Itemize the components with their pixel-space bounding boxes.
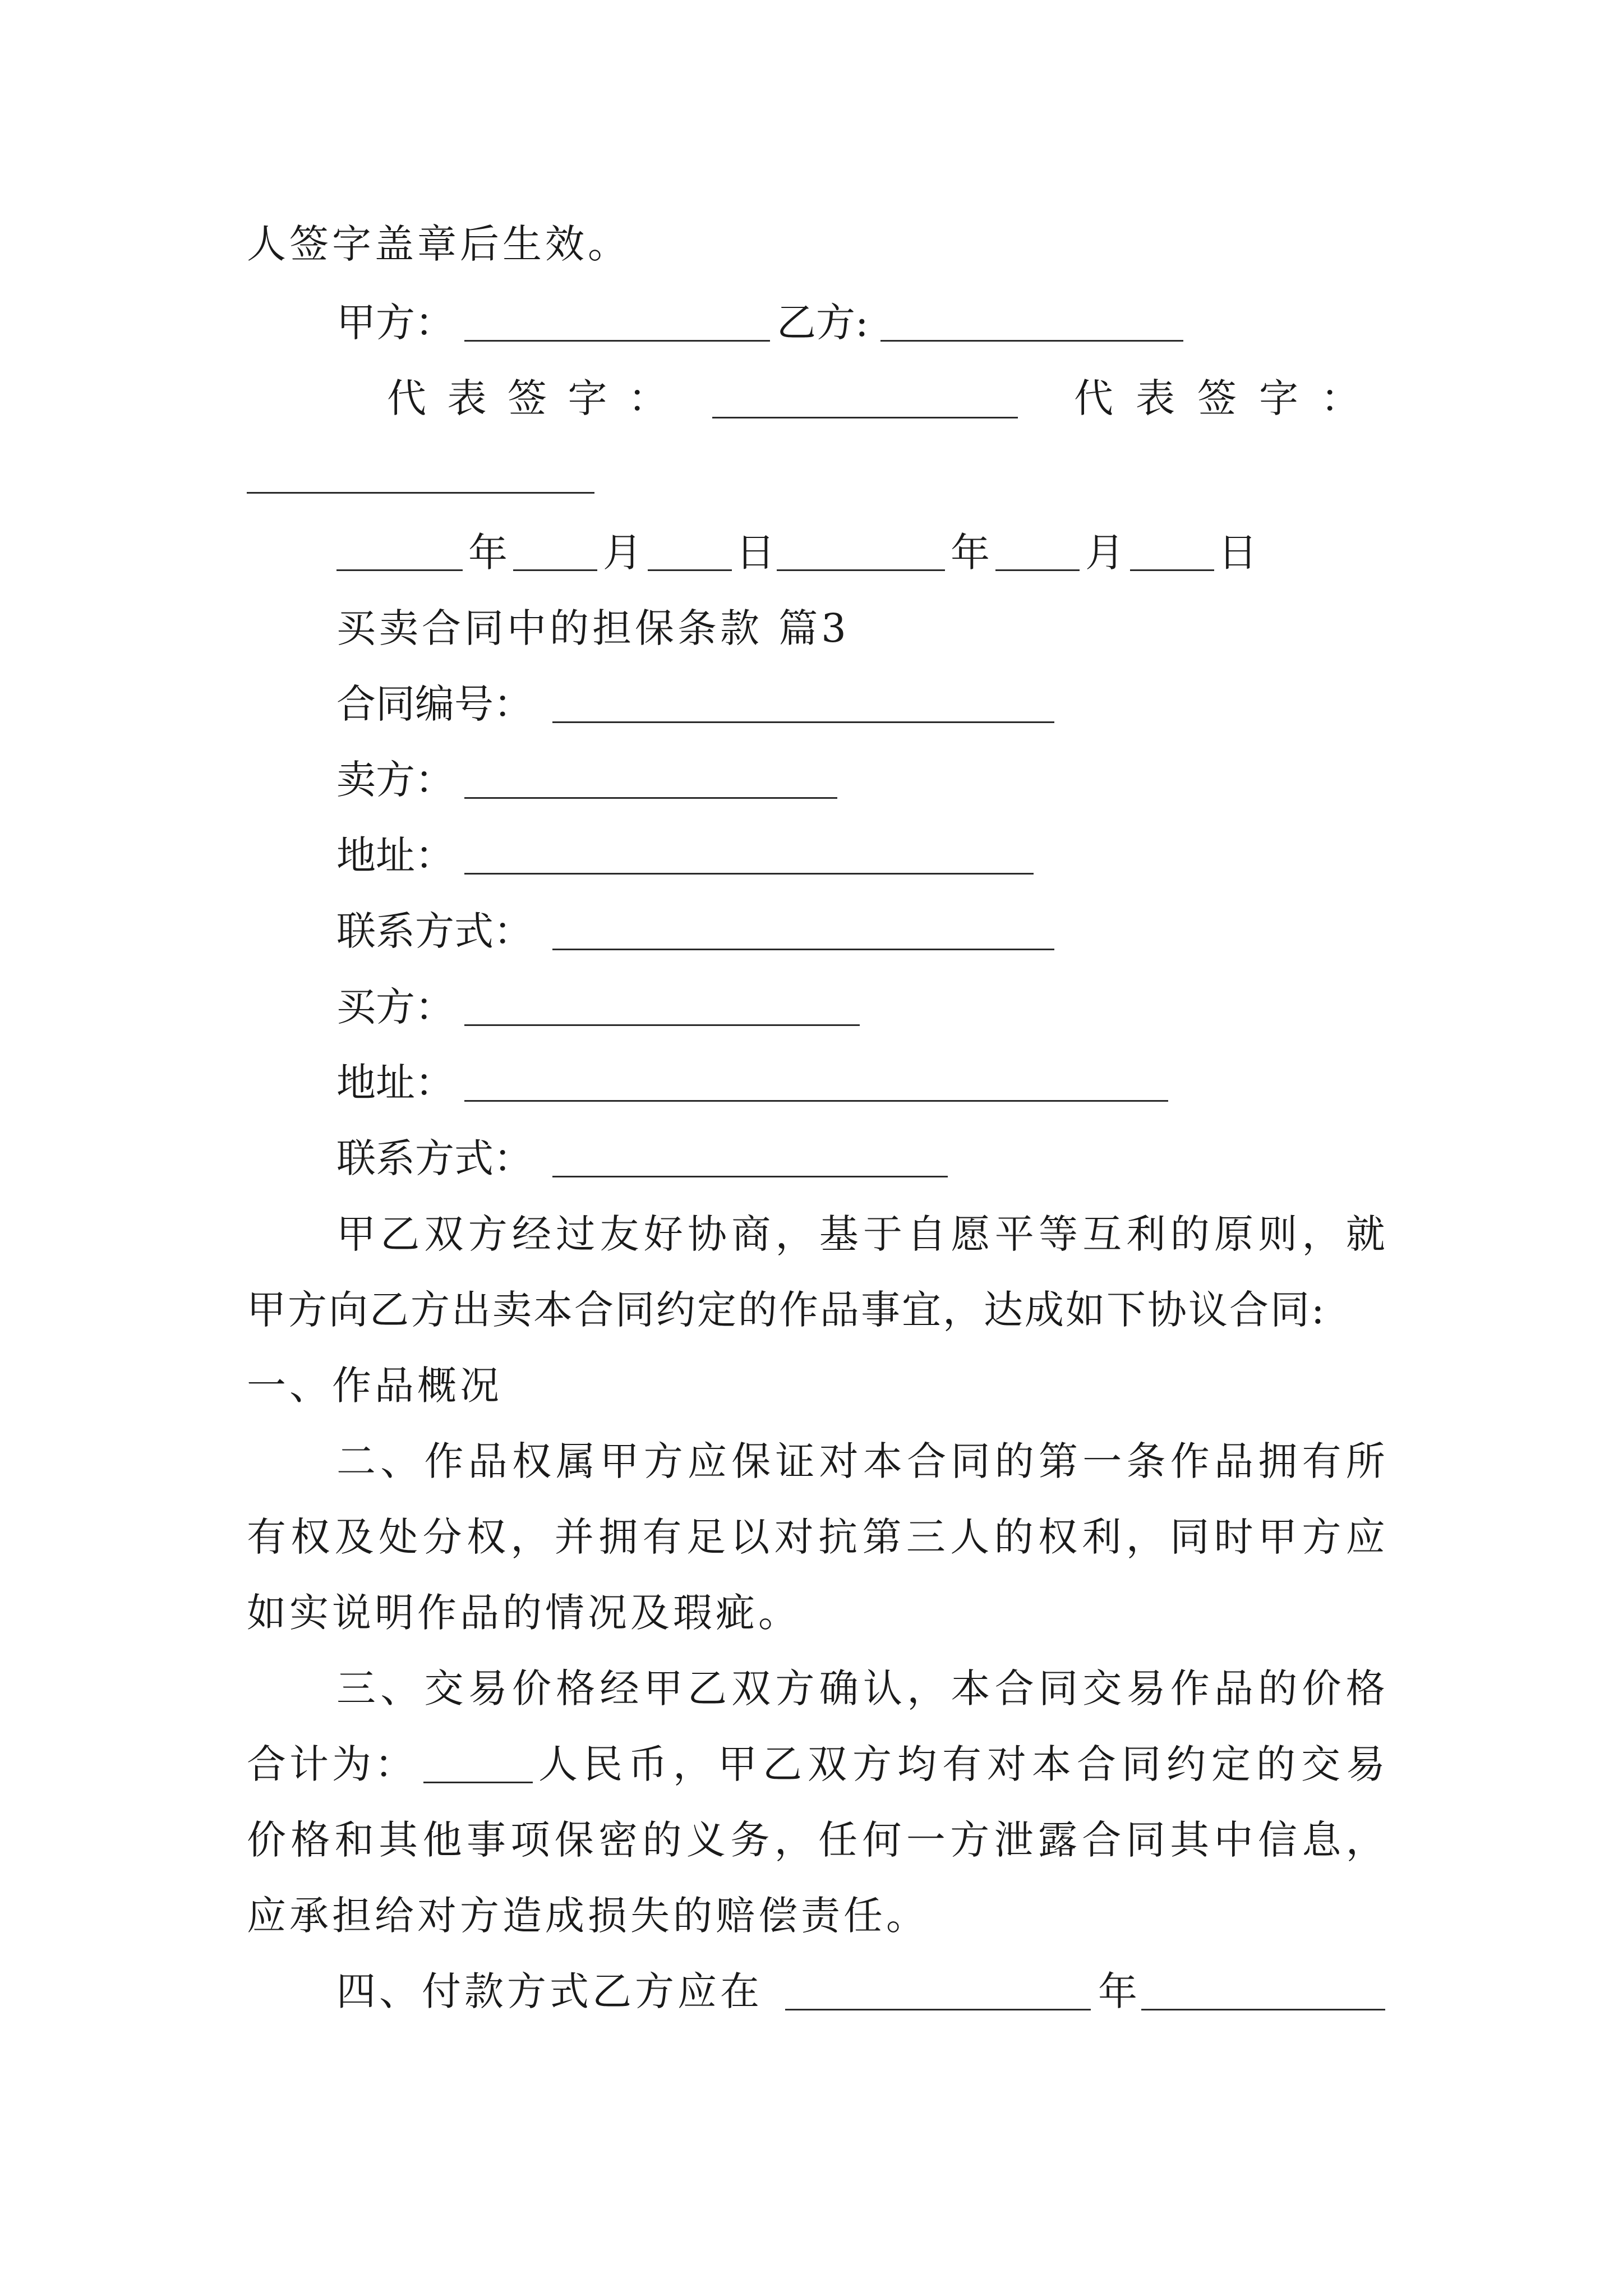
char: 合 [994, 1665, 1034, 1711]
seller-contact-label: 联系方式： [336, 908, 533, 954]
char: 对 [819, 1438, 859, 1484]
char: 甲 [718, 1741, 757, 1787]
party-b-blank [880, 340, 1183, 342]
char: 的 [994, 1438, 1034, 1484]
char: 和 [334, 1817, 374, 1863]
char: 方 [852, 1741, 892, 1787]
char: ： [1321, 375, 1360, 421]
char: 同 [1039, 1665, 1078, 1711]
buyer-address-label: 地址： [336, 1060, 454, 1106]
date-b-day-blank [1130, 569, 1214, 571]
char: 密 [598, 1817, 638, 1863]
char: ， [1126, 1514, 1165, 1560]
party-a-blank [464, 340, 770, 342]
char: 任 [818, 1817, 858, 1863]
char: 本 [1032, 1741, 1071, 1787]
char: 拥 [1258, 1438, 1298, 1484]
char: 格 [556, 1665, 596, 1711]
date-b-day-label: 日 [1218, 530, 1257, 576]
char: 确 [819, 1665, 859, 1711]
char: 字 [1259, 375, 1298, 421]
char: 其 [1170, 1817, 1210, 1863]
char: 双 [424, 1211, 464, 1257]
char: 友 [600, 1211, 639, 1257]
price-blank [423, 1782, 533, 1783]
char: 务 [730, 1817, 770, 1863]
char: 乙 [380, 1211, 420, 1257]
char: 权 [466, 1514, 506, 1560]
char: 泄 [994, 1817, 1034, 1863]
date-b-year-blank [777, 569, 945, 571]
char: 易 [1346, 1741, 1385, 1787]
contract-no-label: 合同编号： [336, 681, 533, 727]
party-b-label: 乙方: [777, 300, 869, 346]
date-a-day-label: 日 [736, 530, 775, 576]
char: 商 [731, 1211, 771, 1257]
char: 事 [466, 1817, 506, 1863]
char: 同 [1126, 1817, 1165, 1863]
char: 品 [1214, 1438, 1253, 1484]
char: 的 [994, 1514, 1034, 1560]
char: 以 [730, 1514, 770, 1560]
char: 价 [1302, 1665, 1341, 1711]
date-b-month-blank [995, 569, 1080, 571]
char: 过 [556, 1211, 596, 1257]
char: 合 [907, 1438, 947, 1484]
char: 权 [512, 1438, 551, 1484]
char: 有 [942, 1741, 981, 1787]
rep-sign-right-label [1074, 375, 1360, 421]
char: 三 [336, 1665, 376, 1711]
item-4-label: 四、付款方式乙方应在 [336, 1968, 763, 2014]
char: 其 [379, 1817, 418, 1863]
date-a-day-blank [648, 569, 732, 571]
char: 交 [424, 1665, 464, 1711]
char: ， [907, 1665, 947, 1711]
rep-sign-left-blank [712, 417, 1018, 418]
char: 均 [897, 1741, 937, 1787]
char: 交 [1301, 1741, 1340, 1787]
char: 基 [819, 1211, 859, 1257]
char: 三 [906, 1514, 946, 1560]
char: 保 [731, 1438, 771, 1484]
char: 格 [1345, 1665, 1385, 1711]
char: 格 [291, 1817, 330, 1863]
char: 一 [906, 1817, 946, 1863]
char: 息 [1302, 1817, 1341, 1863]
item-3-line4: 应承担给对方造成损失的赔偿责任。 [247, 1893, 929, 1939]
char: 方 [950, 1817, 990, 1863]
char: 经 [600, 1665, 639, 1711]
char: 认 [863, 1665, 902, 1711]
char: 人 [950, 1514, 990, 1560]
char: 的 [1256, 1741, 1295, 1787]
char: 价 [247, 1817, 286, 1863]
char: 利 [1126, 1211, 1166, 1257]
seller-address-blank [464, 873, 1034, 875]
char: 合 [1082, 1817, 1122, 1863]
char: 方 [1302, 1514, 1341, 1560]
char: 表 [1136, 375, 1175, 421]
char: 作 [1170, 1665, 1210, 1711]
char: 的 [1258, 1665, 1298, 1711]
char: 乙 [763, 1741, 802, 1787]
item-3-line3 [247, 1817, 1385, 1863]
char: 保 [554, 1817, 594, 1863]
char: 中 [1214, 1817, 1253, 1863]
char: 定 [1211, 1741, 1251, 1787]
char: 乙 [688, 1665, 727, 1711]
item-2-line1 [336, 1438, 1385, 1484]
contract-no-blank [552, 721, 1054, 723]
seller-contact-blank [552, 949, 1054, 950]
char: 的 [642, 1817, 682, 1863]
buyer-label: 买方： [336, 984, 454, 1030]
date-a-year-blank [336, 569, 463, 571]
rep-sign-right-blank [247, 492, 594, 494]
char: 币 [628, 1741, 667, 1787]
char: ， [775, 1211, 815, 1257]
char: 方 [468, 1211, 508, 1257]
char: 签 [508, 375, 547, 421]
char: 好 [643, 1211, 683, 1257]
item-3-line1 [336, 1665, 1385, 1711]
char: ， [673, 1741, 712, 1787]
char: 二 [336, 1438, 376, 1484]
seller-address-label: 地址： [336, 832, 454, 878]
char: 应 [1345, 1514, 1385, 1560]
char: 代 [387, 375, 426, 421]
char: 合 [1077, 1741, 1116, 1787]
char: 作 [1170, 1438, 1210, 1484]
date-b-month-label: 月 [1085, 530, 1124, 576]
char: 代 [1074, 375, 1113, 421]
char: 互 [1082, 1211, 1122, 1257]
buyer-blank [464, 1024, 860, 1026]
char: ， [1345, 1817, 1385, 1863]
payment-date-blank [785, 2009, 1091, 2010]
char: 有 [1302, 1438, 1341, 1484]
item-4-year-label: 年 [1098, 1968, 1137, 2014]
char: 他 [422, 1817, 462, 1863]
char: 价 [512, 1665, 551, 1711]
char: 证 [775, 1438, 815, 1484]
char: 易 [1126, 1665, 1166, 1711]
char: 方 [775, 1665, 815, 1711]
char: 权 [291, 1514, 330, 1560]
char: 字 [568, 375, 607, 421]
char: 有 [642, 1514, 682, 1560]
party-a-label: 甲方： [336, 300, 454, 346]
char: 足 [686, 1514, 726, 1560]
char: 本 [863, 1438, 902, 1484]
char: 第 [1039, 1438, 1078, 1484]
char: 应 [688, 1438, 727, 1484]
char: 拥 [598, 1514, 638, 1560]
item-3-line2-rest [538, 1741, 1385, 1787]
char: 有 [247, 1514, 286, 1560]
char: 双 [808, 1741, 847, 1787]
item-2-line2 [247, 1514, 1385, 1560]
date-a-month-label: 月 [603, 530, 642, 576]
char: 的 [1170, 1211, 1210, 1257]
char: 对 [774, 1514, 814, 1560]
char: 作 [424, 1438, 464, 1484]
char: 对 [987, 1741, 1026, 1787]
char: 愿 [951, 1211, 990, 1257]
char: 方 [643, 1438, 683, 1484]
item-3-line2-label: 合计为： [247, 1741, 417, 1787]
rep-sign-left-label [387, 375, 667, 421]
item-1-heading: 一、作品概况 [247, 1363, 502, 1409]
date-a-month-blank [513, 569, 597, 571]
char: 第 [862, 1514, 902, 1560]
char: 同 [1122, 1741, 1161, 1787]
item-2-line3: 如实说明作品的情况及瑕疵。 [247, 1590, 801, 1636]
char: 签 [1197, 375, 1237, 421]
char: 平 [994, 1211, 1034, 1257]
char: 权 [1038, 1514, 1078, 1560]
char: 所 [1345, 1438, 1385, 1484]
char: 本 [951, 1665, 990, 1711]
char: 表 [447, 375, 487, 421]
paragraph-agreement-line1 [336, 1211, 1385, 1257]
char: 自 [907, 1211, 947, 1257]
char: 于 [863, 1211, 902, 1257]
char: 及 [334, 1514, 374, 1560]
char: 、 [380, 1665, 420, 1711]
char: 民 [583, 1741, 623, 1787]
date-a-year-label: 年 [468, 530, 508, 576]
char: 易 [468, 1665, 508, 1711]
char: 并 [554, 1514, 594, 1560]
char: ， [1302, 1211, 1341, 1257]
char: 交 [1082, 1665, 1122, 1711]
char: 分 [422, 1514, 462, 1560]
char: 露 [1038, 1817, 1078, 1863]
char: 、 [380, 1438, 420, 1484]
date-b-year-label: 年 [951, 530, 990, 576]
char: 同 [951, 1438, 990, 1484]
buyer-address-blank [464, 1100, 1168, 1102]
char: 原 [1214, 1211, 1253, 1257]
char: 甲 [336, 1211, 376, 1257]
buyer-contact-label: 联系方式： [336, 1135, 533, 1181]
char: 双 [731, 1665, 771, 1711]
char: 利 [1082, 1514, 1122, 1560]
char: 条 [1126, 1438, 1166, 1484]
paragraph-agreement-line2: 甲方向乙方出卖本合同约定的作品事宜，达成如下协议合同: [247, 1287, 1326, 1333]
section-title: 买卖合同中的担保条款 篇3 [336, 605, 850, 651]
char: 经 [512, 1211, 551, 1257]
char: 抗 [818, 1514, 858, 1560]
seller-blank [464, 797, 837, 799]
char: 品 [1214, 1665, 1253, 1711]
char: 时 [1214, 1514, 1253, 1560]
char: 甲 [1257, 1514, 1297, 1560]
char: 协 [688, 1211, 727, 1257]
char: ， [774, 1817, 814, 1863]
char: 属 [556, 1438, 596, 1484]
char: 项 [510, 1817, 550, 1863]
payment-date-blank-2 [1141, 2009, 1385, 2010]
char: 义 [686, 1817, 726, 1863]
char: 一 [1082, 1438, 1122, 1484]
char: 品 [468, 1438, 508, 1484]
char: ， [510, 1514, 550, 1560]
char: 信 [1257, 1817, 1297, 1863]
char: 处 [379, 1514, 418, 1560]
char: 甲 [643, 1665, 683, 1711]
char: 人 [538, 1741, 578, 1787]
char: 则 [1258, 1211, 1298, 1257]
text-line-effective: 人签字盖章后生效。 [247, 221, 630, 267]
char: ： [628, 375, 667, 421]
char: 约 [1166, 1741, 1206, 1787]
char: 等 [1039, 1211, 1078, 1257]
char: 甲 [600, 1438, 639, 1484]
buyer-contact-blank [552, 1176, 948, 1177]
char: 同 [1170, 1514, 1210, 1560]
seller-label: 卖方： [336, 757, 454, 803]
char: 就 [1345, 1211, 1385, 1257]
char: 何 [862, 1817, 902, 1863]
